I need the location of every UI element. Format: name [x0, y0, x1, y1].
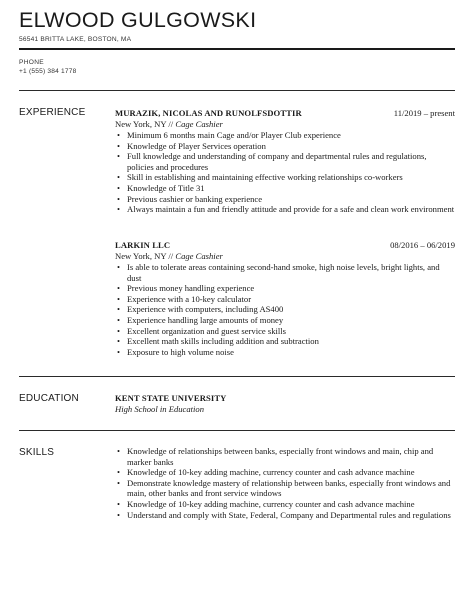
- section-divider: [19, 430, 455, 431]
- job-dates: 08/2016 – 06/2019: [390, 240, 455, 250]
- list-item: • Experience with a 10-key calculator: [115, 294, 455, 305]
- job-bullets: [115, 130, 455, 215]
- experience-heading: EXPERIENCE: [19, 107, 86, 118]
- job-employer: LARKIN LLC: [115, 240, 171, 250]
- list-item: • Minimum 6 months main Cage and/or Player Club experience: [115, 130, 455, 141]
- candidate-address: 56541 BRITTA LAKE, BOSTON, MA: [19, 36, 132, 43]
- job-bullets: [115, 262, 455, 357]
- list-item: • Excellent organization and guest service skills: [115, 326, 455, 337]
- job-position: Cage Cashier: [175, 251, 223, 261]
- list-item: • Previous money handling experience: [115, 283, 455, 294]
- list-item: • Is able to tolerate areas containing second-hand smoke, high noise levels, bright lights, and dust: [115, 262, 455, 283]
- list-item: • Knowledge of 10-key adding machine, currency counter and cash advance machine: [115, 499, 455, 510]
- list-item: • Knowledge of relationships between banks, especially front windows and main, chip and marker banks: [115, 446, 455, 467]
- job-location-title: [115, 251, 223, 261]
- phone-number: +1 (555) 384 1778: [19, 68, 77, 75]
- list-item: • Demonstrate knowledge mastery of relationship between banks, especially front windows and main, other banks and front service windows: [115, 478, 455, 499]
- list-item: • Knowledge of Player Services operation: [115, 141, 455, 152]
- header-divider: [19, 48, 455, 50]
- list-item: • Skill in establishing and maintaining effective working relationships co-workers: [115, 172, 455, 183]
- list-item: • Understand and comply with State, Federal, Company and Departmental rules and regulations: [115, 510, 455, 521]
- list-item: • Exposure to high volume noise: [115, 347, 455, 358]
- list-item: • Experience with computers, including AS400: [115, 304, 455, 315]
- job-location: New York, NY: [115, 251, 167, 261]
- job-position: Cage Cashier: [175, 119, 223, 129]
- list-item: • Always maintain a fun and friendly attitude and provide for a safe and clean work environment: [115, 204, 455, 215]
- education-heading: EDUCATION: [19, 393, 79, 404]
- skills-list: [115, 446, 455, 520]
- list-item: • Full knowledge and understanding of company and departmental rules and regulations, policies and procedures: [115, 151, 455, 172]
- list-item: • Experience handling large amounts of money: [115, 315, 455, 326]
- job-location: New York, NY: [115, 119, 167, 129]
- section-divider: [19, 90, 455, 91]
- job-location-title: [115, 119, 223, 129]
- skills-heading: SKILLS: [19, 447, 55, 458]
- degree: [115, 404, 204, 414]
- phone-label: PHONE: [19, 59, 44, 66]
- list-item: • Knowledge of Title 31: [115, 183, 455, 194]
- job-dates: 11/2019 – present: [393, 108, 455, 118]
- job-separator: //: [168, 119, 174, 129]
- school-name: KENT STATE UNIVERSITY: [115, 393, 227, 403]
- job-separator: //: [168, 251, 174, 261]
- list-item: • Knowledge of 10-key adding machine, currency counter and cash advance machine: [115, 467, 455, 478]
- candidate-name: ELWOOD GULGOWSKI: [19, 8, 257, 32]
- list-item: • Excellent math skills including addition and subtraction: [115, 336, 455, 347]
- job-employer: MURAZIK, NICOLAS AND RUNOLFSDOTTIR: [115, 108, 302, 118]
- section-divider: [19, 376, 455, 377]
- list-item: • Previous cashier or banking experience: [115, 194, 455, 205]
- degree-text: High School in Education: [115, 404, 205, 414]
